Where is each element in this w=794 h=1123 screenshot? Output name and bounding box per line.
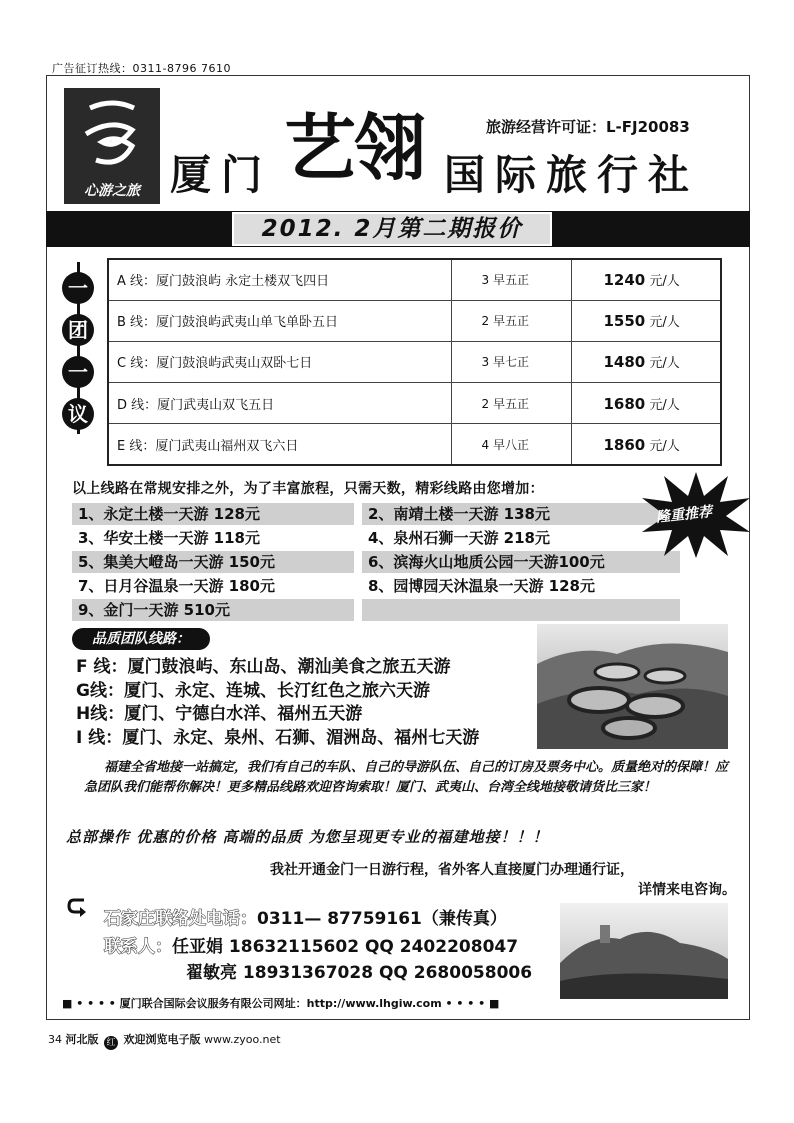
arrow-hook-icon xyxy=(66,896,88,918)
service-slogan: 总部操作 优惠的价格 高端的品质 为您呈现更专业的福建地接！！！ xyxy=(66,828,549,846)
route-item: H线：厦门、宁德白水洋、福州五天游 xyxy=(76,704,363,724)
meal-plan: 2 早五正 xyxy=(451,383,571,424)
route-price xyxy=(571,300,721,341)
label-char: 议 xyxy=(62,398,94,430)
quality-routes-tag: 品质团队线路： xyxy=(72,628,210,650)
contact-person: 翟敏亮 18931367028 QQ 2680058006 xyxy=(186,963,533,983)
price-row xyxy=(108,259,721,300)
issue-banner-title: 2012. 2月第二期报价 xyxy=(232,212,552,246)
swirl-logo-icon xyxy=(72,94,152,178)
island-photo xyxy=(560,903,728,999)
label-char: 一 xyxy=(62,356,94,388)
contact-phone-line xyxy=(104,904,507,929)
extras-row xyxy=(72,550,680,574)
logo-slogan: 心游之旅 xyxy=(84,183,140,199)
company-website: ■ • • • • 厦门联合国际会议服务有限公司网址：http://www.lhgiw.com • • • • ■ xyxy=(62,997,500,1010)
extras-row xyxy=(72,526,680,550)
route-name: C 线：厦门鼓浪屿武夷山双卧七日 xyxy=(108,341,451,382)
route-price xyxy=(571,383,721,424)
route-price xyxy=(571,424,721,465)
extra-tour: 7、日月谷温泉一天游 180元 xyxy=(78,577,275,595)
price-table xyxy=(107,258,722,466)
agency-name-brand: 艺翎 xyxy=(284,106,425,190)
magazine-site[interactable]: www.zyoo.net xyxy=(204,1033,281,1046)
extras-row xyxy=(72,574,680,598)
phone-label: 石家庄联络处电话： xyxy=(104,909,257,929)
quality-routes-list xyxy=(76,656,479,750)
price-unit: 元/人 xyxy=(649,438,680,454)
price-value: 1480 xyxy=(603,353,646,372)
kinmen-line: 详情来电咨询。 xyxy=(638,882,736,898)
agency-name-city: 厦门 xyxy=(170,151,272,199)
extra-tour: 1、永定土楼一天游 128元 xyxy=(72,503,354,525)
price-unit: 元/人 xyxy=(649,397,680,413)
tulou-photo xyxy=(537,624,728,749)
kinmen-notice xyxy=(270,860,740,900)
meal-plan: 4 早八正 xyxy=(451,424,571,465)
extra-tour: 6、滨海火山地质公园一天游100元 xyxy=(362,551,680,573)
price-value: 1860 xyxy=(603,435,646,454)
price-unit: 元/人 xyxy=(649,315,680,331)
contact-person-line xyxy=(104,932,518,957)
meal-plan: 3 早七正 xyxy=(451,341,571,382)
price-row xyxy=(108,341,721,382)
route-price xyxy=(571,259,721,300)
agency-logo xyxy=(64,88,160,204)
extra-tour: 5、集美大嶝岛一天游 150元 xyxy=(72,551,354,573)
phone-number: 0311— 87759161（兼传真） xyxy=(257,909,507,929)
browse-text: 欢迎浏览电子版 xyxy=(123,1033,201,1046)
contact-person: 任亚娟 18632115602 QQ 2402208047 xyxy=(172,937,519,957)
group-negotiable-label xyxy=(59,262,97,434)
extras-row xyxy=(72,502,680,526)
route-name: D 线：厦门武夷山双飞五日 xyxy=(108,383,451,424)
extras-intro: 以上线路在常规安排之外，为了丰富旅程，只需天数，精彩线路由您增加： xyxy=(72,481,544,497)
route-price xyxy=(571,341,721,382)
recommend-badge: 隆重推荐 xyxy=(655,504,713,526)
label-char: 团 xyxy=(62,314,94,346)
price-row xyxy=(108,424,721,465)
price-unit: 元/人 xyxy=(649,274,680,290)
price-row xyxy=(108,300,721,341)
service-paragraph: 福建全省地接一站搞定，我们有自己的车队、自己的导游队伍、自己的订房及票务中心。质量绝对的保障！应急团队我们能帮你解决！更多精品线路欢迎咨询索取！厦门、武夷山、台湾全线地接敬请货比三家！ xyxy=(84,760,729,795)
price-value: 1550 xyxy=(603,312,646,331)
meal-plan: 2 早五正 xyxy=(451,300,571,341)
extra-tour: 2、南靖土楼一天游 138元 xyxy=(362,503,680,525)
extra-tour xyxy=(362,599,680,621)
page-footer xyxy=(48,1031,281,1050)
route-name: A 线：厦门鼓浪屿 永定土楼双飞四日 xyxy=(108,259,451,300)
page-number: 34 xyxy=(48,1033,62,1046)
price-unit: 元/人 xyxy=(649,356,680,372)
kinmen-line: 我社开通金门一日游行程，省外客人直接厦门办理通行证， xyxy=(270,862,634,878)
extra-tour: 9、金门一天游 510元 xyxy=(72,599,354,621)
ad-hotline: 广告征订热线：0311-8796 7610 xyxy=(52,62,231,75)
route-item: G线：厦门、永定、连城、长汀红色之旅六天游 xyxy=(76,680,430,701)
price-row xyxy=(108,383,721,424)
agency-name-type: 国际旅行社 xyxy=(444,151,699,199)
edition-name: 河北版 xyxy=(65,1033,99,1046)
meal-plan: 3 早五正 xyxy=(451,259,571,300)
label-char: 一 xyxy=(62,272,94,304)
extra-tour: 4、泉州石狮一天游 218元 xyxy=(368,529,550,547)
route-item: F 线：厦门鼓浪屿、东山岛、潮汕美食之旅五天游 xyxy=(76,657,451,677)
extras-row xyxy=(72,598,680,622)
route-name: B 线：厦门鼓浪屿武夷山单飞单卧五日 xyxy=(108,300,451,341)
person-label: 联系人： xyxy=(104,937,172,957)
license-number: 旅游经营许可证：L-FJ20083 xyxy=(486,118,690,136)
route-name: E 线：厦门武夷山福州双飞六日 xyxy=(108,424,451,465)
price-value: 1680 xyxy=(603,394,646,413)
price-value: 1240 xyxy=(603,271,646,290)
contact-person-line xyxy=(186,958,532,983)
extra-tour: 8、园博园天沐温泉一天游 128元 xyxy=(368,577,595,595)
route-item: I 线：厦门、永定、泉州、石狮、湄洲岛、福州七天游 xyxy=(76,727,480,748)
magazine-logo-icon: 红 xyxy=(104,1036,118,1050)
extras-list xyxy=(72,502,680,622)
extra-tour: 3、华安土楼一天游 118元 xyxy=(78,529,260,547)
